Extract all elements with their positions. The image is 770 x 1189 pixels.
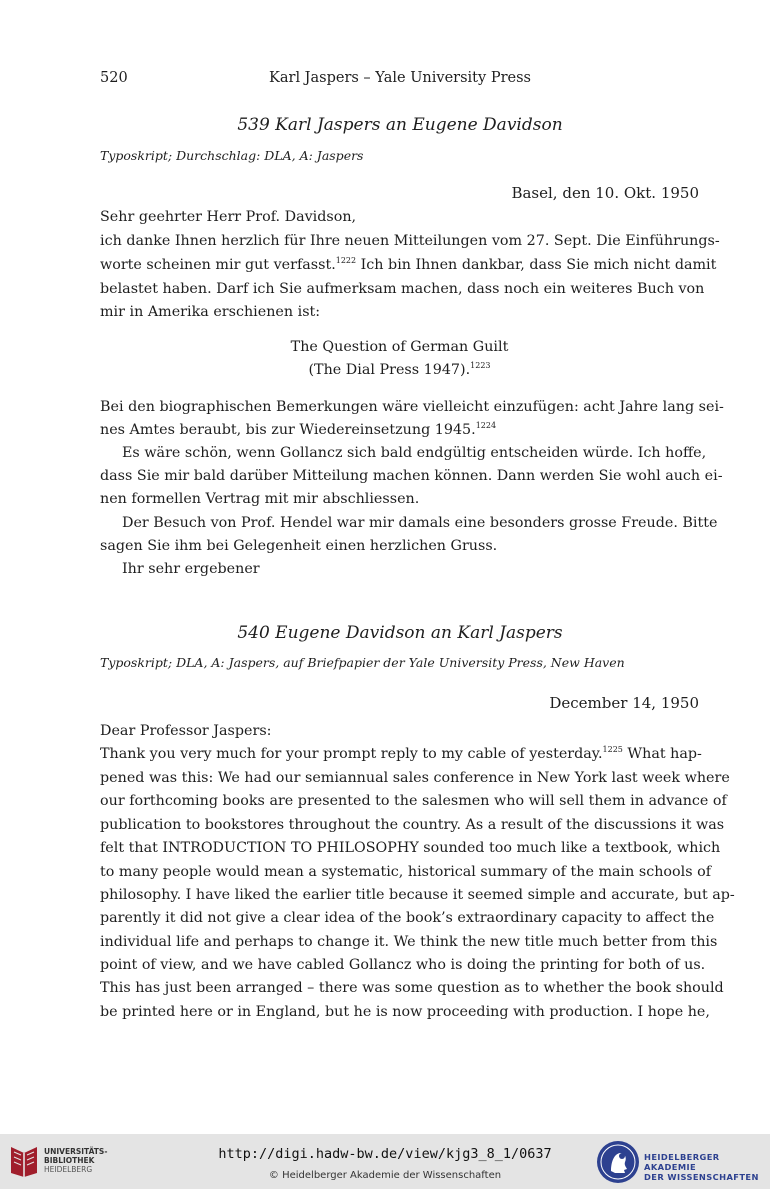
footnote-ref-1225: 1225 <box>602 745 623 755</box>
body-line: felt that INTRODUCTION TO PHILOSOPHY sounded too much like a textbook, which <box>100 840 721 856</box>
letter-540-salutation: Dear Professor Jaspers: <box>100 723 272 739</box>
body-line: ich danke Ihnen herzlich für Ihre neuen Mitteilungen vom 27. Sept. Die Einführungs- <box>100 233 720 249</box>
body-line: Thank you very much for your prompt reply to my cable of yesterday.$^{1225}$ What hap- <box>100 745 702 762</box>
running-title: Karl Jaspers – Yale University Press <box>269 70 531 86</box>
body-line: be printed here or in England, but he is now proceeding with production. I hope he, <box>100 1004 710 1020</box>
body-line: dass Sie mir bald darüber Mitteilung machen können. Dann werden Sie wohl auch ei- <box>100 468 723 484</box>
book-title: The Question of German Guilt <box>290 339 509 355</box>
footnote-ref-1223: 1223 <box>470 361 491 371</box>
permalink[interactable]: http://digi.hadw-bw.de/view/kjg3_8_1/0637 <box>218 1146 552 1162</box>
copyright-notice: © Heidelberger Akademie der Wissenschaften <box>268 1170 502 1181</box>
body-line: sagen Sie ihm bei Gelegenheit einen herzlichen Gruss. <box>100 538 498 554</box>
body-line: point of view, and we have cabled Gollancz who is doing the printing for both of us. <box>100 957 706 973</box>
letter-540-date: December 14, 1950 <box>549 694 699 712</box>
page-number: 520 <box>100 70 128 86</box>
body-line: nen formellen Vertrag mit mir abschliessen. <box>100 491 420 507</box>
body-line: individual life and perhaps to change it. We think the new title much better from this <box>100 934 718 950</box>
academy-seal-icon <box>596 1140 640 1184</box>
letter-539-source: Typoskript; Durchschlag: DLA, A: Jaspers <box>100 148 364 163</box>
body-line: Es wäre schön, wenn Gollancz sich bald endgültig entscheiden würde. Ich hoffe, <box>122 445 707 461</box>
letter-539-salutation: Sehr geehrter Herr Prof. Davidson, <box>100 209 357 225</box>
body-line: to many people would mean a systematic, historical summary of the main schools of <box>100 864 711 880</box>
letter-539-closing: Ihr sehr ergebener <box>122 561 260 577</box>
letter-540-source: Typoskript; DLA, A: Jaspers, auf Briefpapier der Yale University Press, New Haven <box>100 655 625 670</box>
footnote-ref-1224: 1224 <box>475 421 497 431</box>
body-line: our forthcoming books are presented to the salesmen who will sell them in advance of <box>100 793 727 809</box>
letter-539-date: Basel, den 10. Okt. 1950 <box>511 184 699 202</box>
body-line: belastet haben. Darf ich Sie aufmerksam machen, dass noch ein weiteres Buch von <box>100 281 705 297</box>
body-line: nes Amtes beraubt, bis zur Wiedereinsetzung 1945.$^{1224}$ <box>100 421 497 438</box>
body-line: worte scheinen mir gut verfasst.$^{1222}$ Ich bin Ihnen dankbar, dass Sie mich nicht damit <box>100 256 717 273</box>
body-line: mir in Amerika erschienen ist: <box>100 304 321 320</box>
viewer-footer <box>0 1134 770 1189</box>
body-line: pened was this: We had our semiannual sales conference in New York last week where <box>100 770 730 786</box>
book-publisher: (The Dial Press 1947).$^{1223}$ <box>308 361 491 378</box>
running-head <box>100 70 700 92</box>
body-line: Bei den biographischen Bemerkungen wäre vielleicht einzufügen: acht Jahre lang sei- <box>100 399 724 415</box>
body-line: Der Besuch von Prof. Hendel war mir damals eine besonders grosse Freude. Bitte <box>122 515 718 531</box>
letter-540-heading: 540 Eugene Davidson an Karl Jaspers <box>237 623 563 643</box>
body-line: publication to bookstores throughout the country. As a result of the discussions it was <box>100 817 725 833</box>
body-line: philosophy. I have liked the earlier title because it seemed simple and accurate, but ap- <box>100 887 735 903</box>
library-name: UNIVERSITÄTS- BIBLIOTHEK HEIDELBERG <box>44 1147 108 1174</box>
letter-539-heading: 539 Karl Jaspers an Eugene Davidson <box>237 115 563 135</box>
footnote-ref-1222: 1222 <box>335 256 357 266</box>
academy-name: HEIDELBERGER AKADEMIE DER WISSENSCHAFTEN <box>644 1152 759 1182</box>
body-line: parently it did not give a clear idea of the book’s extraordinary capacity to affect the <box>100 910 715 926</box>
body-line: This has just been arranged – there was some question as to whether the book should <box>100 980 724 996</box>
